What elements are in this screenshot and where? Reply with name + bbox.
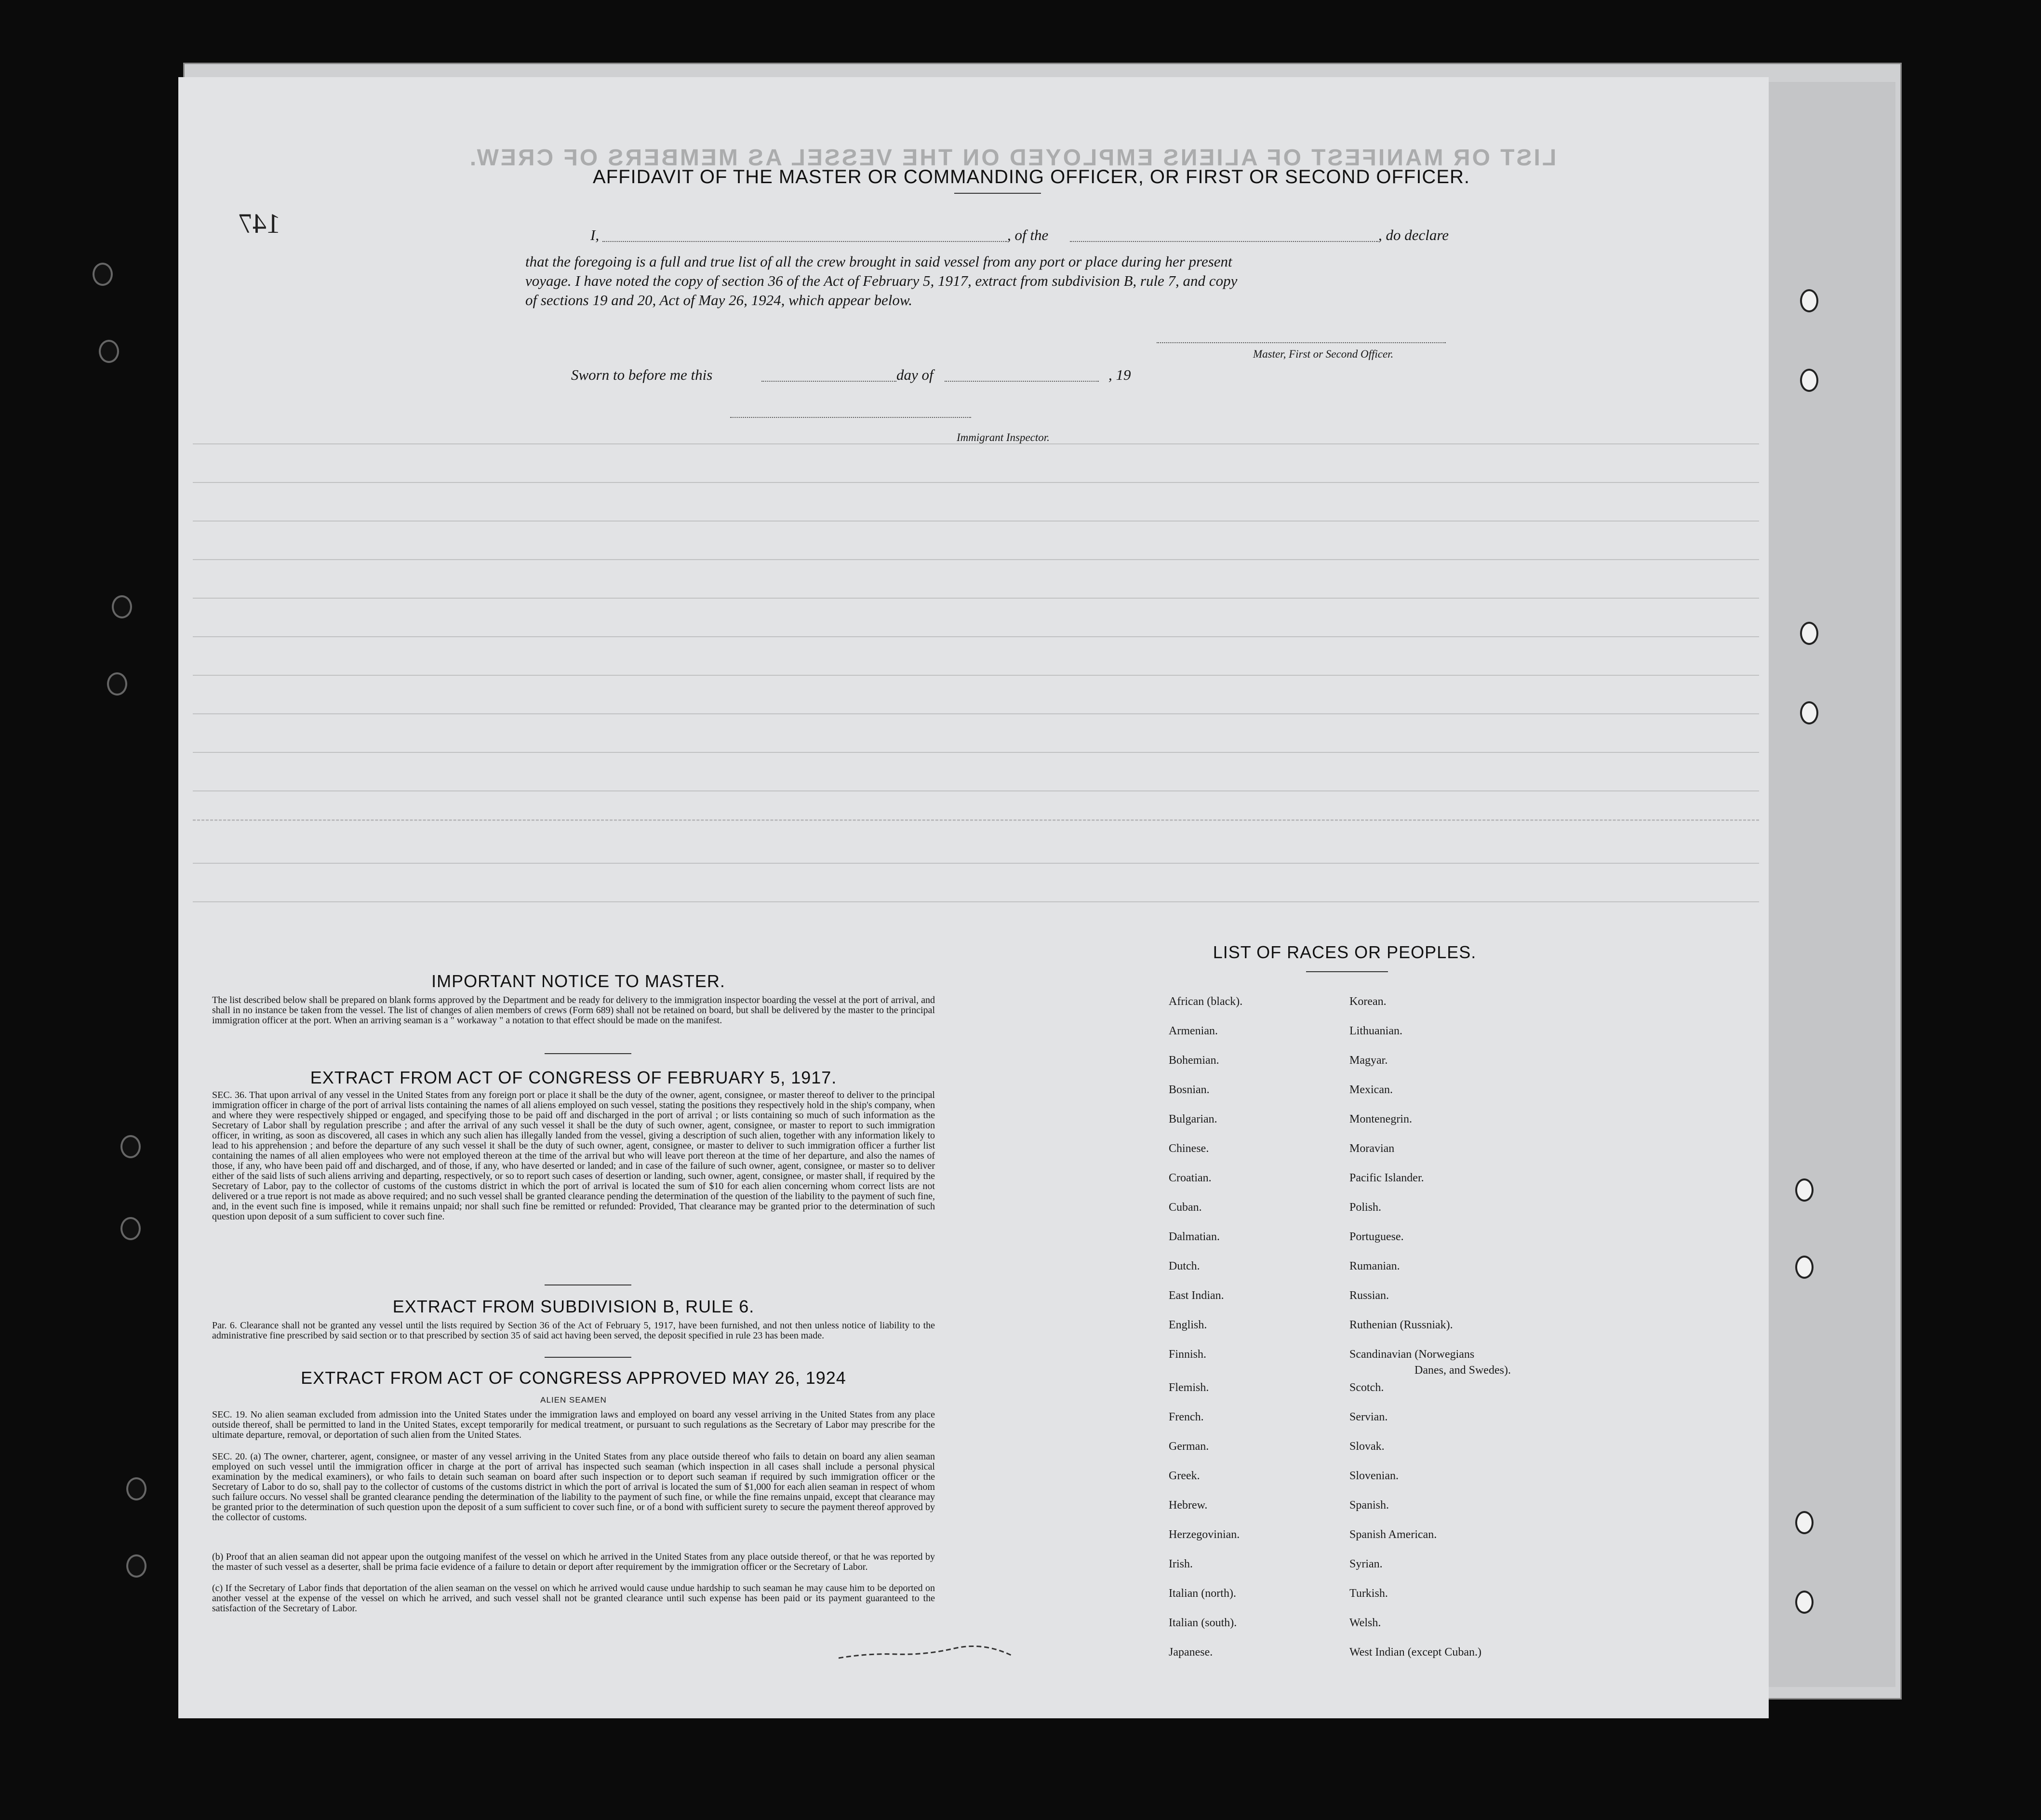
race-item: Croatian. [1169, 1172, 1212, 1184]
binder-hole-right [1800, 701, 1818, 724]
binder-hole [99, 340, 119, 363]
race-item: Herzegovinian. [1169, 1528, 1240, 1541]
race-item: English. [1169, 1319, 1207, 1331]
affidavit-line2: that the foregoing is a full and true list of all the crew brought in said vessel from any port or place during her present [525, 253, 1232, 270]
race-item: Hebrew. [1169, 1499, 1208, 1512]
race-item: Italian (south). [1169, 1617, 1237, 1629]
binder-hole [120, 1217, 141, 1240]
sworn-label: Sworn to before me this [571, 366, 713, 383]
name-blank [602, 241, 1007, 242]
race-item: Bosnian. [1169, 1084, 1210, 1096]
race-item: Chinese. [1169, 1142, 1209, 1155]
bleed-through-line [193, 598, 1759, 599]
race-item: Irish. [1169, 1558, 1193, 1570]
bleed-through-line [193, 559, 1759, 560]
race-item: Lithuanian. [1349, 1025, 1402, 1037]
race-item: Japanese. [1169, 1646, 1213, 1659]
binder-hole [112, 595, 132, 618]
affidavit-title: AFFIDAVIT OF THE MASTER OR COMMANDING OFFICER, OR FIRST OR SECOND OFFICER. [593, 166, 1470, 187]
race-item: West Indian (except Cuban.) [1349, 1646, 1481, 1659]
race-item: Finnish. [1169, 1348, 1207, 1361]
notice-body: The list described below shall be prepared on blank forms approved by the Department and be ready for delivery to the immigration inspector boarding the vessel at the port of arrival, and shall in no instance be taken from the vessel. The list of changes of alien members of crews (Form 689) shall not be retained on board, but shall be delivered by the master to the principal immigration officer at the port. When an arriving seaman is a " workaway " a notation to that effect should be made on the manifest. [212, 995, 935, 1026]
race-item: Montenegrin. [1349, 1113, 1412, 1125]
race-item: Greek. [1169, 1470, 1200, 1482]
bleed-through-line [193, 819, 1759, 821]
ink-scribble [839, 1639, 1012, 1663]
extract-1924-subtitle: ALIEN SEAMEN [540, 1395, 607, 1405]
day-of-label: day of [896, 366, 934, 383]
race-item: Portuguese. [1349, 1231, 1404, 1243]
extract-1924-title: EXTRACT FROM ACT OF CONGRESS APPROVED MAY 26, 1924 [301, 1368, 846, 1388]
signature-blank [1157, 342, 1446, 343]
race-item: Magyar. [1349, 1054, 1388, 1067]
binder-hole-right [1800, 622, 1818, 645]
race-item: Ruthenian (Russniak). [1349, 1319, 1453, 1331]
extract-1924-sec19: SEC. 19. No alien seaman excluded from admission into the United States under the immigration laws and employed on board any vessel arriving in the United States from any place outside thereof, shall be permitted to land in the United States, except temporarily for medical treatment, or pursuant to such regulations as the Secretary of Labor may prescribe for the ultimate departure, removal, or deportation of such alien from the United States. [212, 1409, 935, 1440]
race-item: Pacific Islander. [1349, 1172, 1424, 1184]
race-item: Slovenian. [1349, 1470, 1399, 1482]
month-blank [945, 381, 1099, 382]
extract-rule-body: Par. 6. Clearance shall not be granted any vessel until the lists required by Section 36 of the Act of February 5, 1917, have been furnished, and not then unless notice of liability to the administrative fine prescribed by said section or to that prescribed by section 35 of said act having been served, the deposit specified in rule 23 has been made. [212, 1320, 935, 1341]
race-item: Armenian. [1169, 1025, 1218, 1037]
races-title: LIST OF RACES OR PEOPLES. [1213, 942, 1477, 962]
race-item: Rumanian. [1349, 1260, 1400, 1272]
margin-number: 147 [239, 208, 280, 239]
race-item: Bulgarian. [1169, 1113, 1217, 1125]
race-item: Mexican. [1349, 1084, 1393, 1096]
bleed-through-title: LIST OR MANIFEST OF ALIENS EMPLOYED ON THE VESSEL AS MEMBERS OF CREW. [467, 145, 1557, 171]
race-item: Italian (north). [1169, 1587, 1236, 1600]
extract-1917-title: EXTRACT FROM ACT OF CONGRESS OF FEBRUARY 5, 1917. [310, 1068, 837, 1087]
race-item: German. [1169, 1440, 1209, 1453]
race-item: East Indian. [1169, 1289, 1224, 1302]
bleed-through-line [193, 901, 1759, 902]
race-item: Dutch. [1169, 1260, 1200, 1272]
binder-hole-right [1795, 1591, 1814, 1614]
race-item: Cuban. [1169, 1201, 1202, 1214]
bleed-through-line [193, 675, 1759, 676]
binder-hole [126, 1477, 147, 1500]
bleed-through-line [193, 713, 1759, 714]
race-item: Turkish. [1349, 1587, 1388, 1600]
extract-1924-sec20b: (b) Proof that an alien seaman did not appear upon the outgoing manifest of the vessel on which he arrived in the United States from any place outside thereof, or that he was reported by the master of such vessel as a deserter, shall be prima facie evidence of a failure to detain or deport after requirement by the immigration officer or the Secretary of Labor. [212, 1552, 935, 1572]
race-item: Scandinavian (Norwegians [1349, 1348, 1475, 1361]
section-rule [545, 1053, 631, 1054]
vessel-blank [1070, 241, 1378, 242]
race-item: Spanish. [1349, 1499, 1389, 1512]
race-item: Danes, and Swedes). [1414, 1364, 1511, 1377]
race-item: Russian. [1349, 1289, 1389, 1302]
race-item: Flemish. [1169, 1381, 1209, 1394]
race-item: Syrian. [1349, 1558, 1383, 1570]
race-item: Welsh. [1349, 1617, 1381, 1629]
binder-hole-right [1795, 1511, 1814, 1534]
extract-rule-title: EXTRACT FROM SUBDIVISION B, RULE 6. [392, 1297, 755, 1316]
race-item: African (black). [1169, 995, 1243, 1008]
affidavit-line3: voyage. I have noted the copy of section 36 of the Act of February 5, 1917, extract from subdivision B, rule 7, and copy [525, 272, 1238, 289]
race-item: Bohemian. [1169, 1054, 1219, 1067]
race-item: Korean. [1349, 995, 1387, 1008]
inspector-caption: Immigrant Inspector. [957, 431, 1050, 443]
section-rule [545, 1357, 631, 1358]
affidavit-i: I, [590, 227, 600, 243]
race-item: Slovak. [1349, 1440, 1385, 1453]
bleed-through-line [193, 482, 1759, 483]
binder-hole [93, 263, 113, 286]
affidavit-line4: of sections 19 and 20, Act of May 26, 1924, which appear below. [525, 292, 913, 308]
affidavit-of-the: , of the [1007, 227, 1049, 243]
extract-1917-body: SEC. 36. That upon arrival of any vessel in the United States from any foreign port or place it shall be the duty of the owner, agent, consignee, or master thereof to deliver to the principal immigration officer in charge of the port of arrival lists containing the names of all aliens employed on such vessel, stating the positions they respectively hold in the ship's company, when and where they were respectively shipped or engaged, and specifying those to be paid off and discharged in the port of arrival ; or lists containing so much of such information as the Secretary of Labor shall by regulation prescribe ; and after the arrival of any such vessel it shall be the duty of such owner, agent, consignee, or master to report to such immigration officer, in writing, as soon as discovered, all cases in which any such alien has illegally landed from the vessel, giving a description of such alien, together with any information likely to lead to his apprehension ; and before the departure of any such vessel it shall be the duty of such owner, agent, consignee, or master to deliver to such immigration officer a further list containing the names of all alien employees who were not employed thereon at the time of the arrival but who will leave port thereon at the time of her departure, and also the names of those, if any, who have been paid off and discharged, and of those, if any, who have deserted or landed; and in case of the failure of such owner, agent, consignee, or master so to deliver either of the said lists of such aliens arriving and departing, respectively, or so to report such cases of desertion or landing, such owner, agent, consignee, or master shall, if required by the Secretary of Labor, pay to the collector of customs of the customs district in which the port of arrival is located the sum of $10 for each alien concerning whom correct lists are not delivered or a true report is not made as above required; and no such vessel shall be granted clearance pending the determination of the question of the liability to the payment of such fine, and, in the event such fine is imposed, while it remains unpaid; nor shall such fine be remitted or refunded: Provided, That clearance may be granted prior to the determination of such question upon deposit of a sum sufficient to cover such fine. [212, 1090, 935, 1222]
race-item: Spanish American. [1349, 1528, 1437, 1541]
binder-hole-right [1800, 289, 1818, 312]
binder-hole [107, 672, 127, 696]
races-title-rule [1306, 971, 1388, 972]
notice-title: IMPORTANT NOTICE TO MASTER. [431, 971, 725, 991]
race-item: French. [1169, 1411, 1204, 1423]
signature-caption: Master, First or Second Officer. [1253, 348, 1394, 360]
binder-hole-right [1795, 1256, 1814, 1279]
bleed-through-line [193, 636, 1759, 637]
race-item: Dalmatian. [1169, 1231, 1220, 1243]
inspector-blank [730, 417, 971, 418]
binder-hole-right [1800, 369, 1818, 392]
extract-1924-sec20a: SEC. 20. (a) The owner, charterer, agent, consignee, or master of any vessel arriving in the United States from any place outside thereof who fails to detain on board any alien seaman employed on such vessel until the immigration officer in charge at the port of arrival has inspected such seaman (which inspection in all cases shall include a personal physical examination by the medical examiners), or who fails to detain such seaman on board after such inspection or to deport such seaman if required by such immigration officer or the Secretary of Labor to do so, shall pay to the collector of customs of the customs district in which the port of arrival is located the sum of $1,000 for each alien seaman in respect of whom such failure occurs. No vessel shall be granted clearance pending the determination of the liability to the payment of such fine, or while the fine remains unpaid, except that clearance may be granted prior to the determination of such question upon the deposit of a sum sufficient to cover such fine, or of a bond with sufficient surety to secure the payment thereof approved by the collector of customs. [212, 1451, 935, 1523]
year-label: , 19 [1108, 366, 1131, 383]
race-item: Servian. [1349, 1411, 1388, 1423]
bleed-through-line [193, 790, 1759, 791]
title-rule [954, 193, 1041, 194]
bleed-through-line [193, 752, 1759, 753]
bleed-through-line [193, 521, 1759, 522]
bleed-through-line [193, 863, 1759, 864]
binder-hole-right [1795, 1178, 1814, 1202]
binder-hole [120, 1135, 141, 1158]
race-item: Moravian [1349, 1142, 1395, 1155]
race-item: Scotch. [1349, 1381, 1384, 1394]
sworn-day-blank [761, 381, 896, 382]
race-item: Polish. [1349, 1201, 1382, 1214]
extract-1924-sec20c: (c) If the Secretary of Labor finds that deportation of the alien seaman on the vessel on which he arrived would cause undue hardship to such seaman he may cause him to be deported on another vessel at the expense of the vessel on which he arrived, and such vessel shall not be granted clearance until such expense has been paid or its payment guaranteed to the satisfaction of the Secretary of Labor. [212, 1583, 935, 1614]
binder-hole [126, 1554, 147, 1578]
affidavit-declare: , do declare [1378, 227, 1449, 243]
